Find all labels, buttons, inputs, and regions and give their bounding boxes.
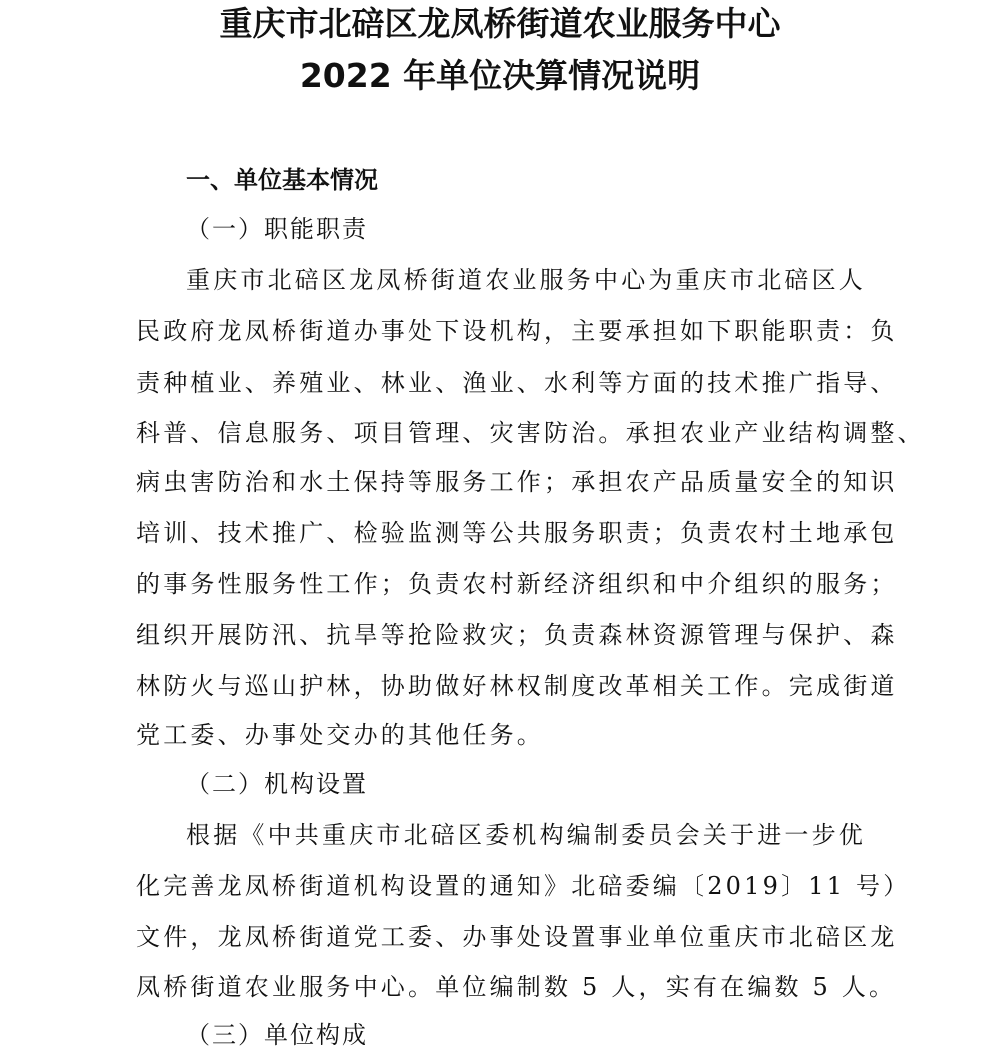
subheading-organization: （二）机构设置 [186,770,368,798]
paragraph-line: 文件，龙凤桥街道党工委、办事处设置事业单位重庆市北碚区龙 [136,923,898,951]
paragraph-line: 根据《中共重庆市北碚区委机构编制委员会关于进一步优 [186,821,866,849]
paragraph-line: 组织开展防汛、抗旱等抢险救灾；负责森林资源管理与保护、森 [136,621,898,649]
paragraph-line: 责种植业、养殖业、林业、渔业、水利等方面的技术推广指导、 [136,369,898,397]
paragraph-line: 党工委、办事处交办的其他任务。 [136,721,544,749]
subheading-functions: （一）职能职责 [186,215,368,243]
document-title: 重庆市北碚区龙凤桥街道农业服务中心 [219,4,781,43]
subheading-composition: （三）单位构成 [186,1021,368,1049]
section-heading-basic-info: 一、单位基本情况 [186,166,378,194]
paragraph-line: 病虫害防治和水土保持等服务工作；承担农产品质量安全的知识 [136,468,898,496]
paragraph-line: 林防火与巡山护林，协助做好林权制度改革相关工作。完成街道 [136,672,898,700]
paragraph-line: 科普、信息服务、项目管理、灾害防治。承担农业产业结构调整、 [136,419,925,447]
paragraph-line: 的事务性服务性工作；负责农村新经济组织和中介组织的服务； [136,570,898,598]
paragraph-line: 培训、技术推广、检验监测等公共服务职责；负责农村土地承包 [136,519,898,547]
paragraph-line: 民政府龙凤桥街道办事处下设机构，主要承担如下职能职责：负 [136,317,898,345]
paragraph-line: 化完善龙凤桥街道机构设置的通知》北碚委编〔2019〕11 号） [136,872,911,900]
paragraph-line: 重庆市北碚区龙凤桥街道农业服务中心为重庆市北碚区人 [186,266,866,294]
paragraph-line: 凤桥街道农业服务中心。单位编制数 5 人，实有在编数 5 人。 [136,973,897,1001]
document-subtitle: 2022 年单位决算情况说明 [299,56,701,95]
